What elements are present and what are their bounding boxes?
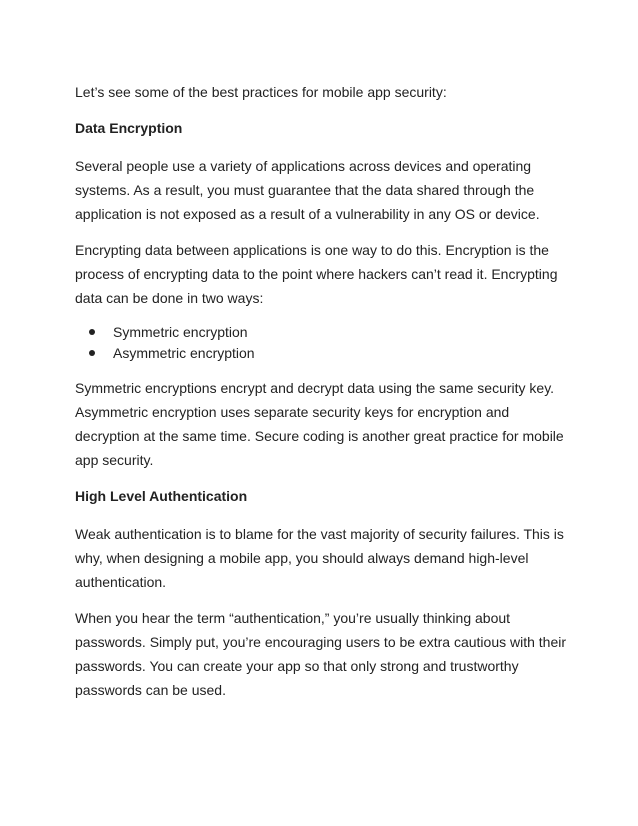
section-heading-data-encryption: Data Encryption [75,120,183,136]
paragraph: When you hear the term “authentication,” you’re usually thinking about passwords. Simply put, you’re encouraging users to be extra cautious with their passwords. You can create your app so that only strong and trustworthy passwords can be used. [75,610,567,698]
section-heading-high-level-authentication: High Level Authentication [75,488,248,504]
bullet-list [75,322,575,364]
bullet-icon [89,350,95,356]
list-item [89,322,575,343]
list-item-text: Symmetric encryption [113,324,248,340]
bullet-icon [89,329,95,335]
paragraph: Several people use a variety of applications across devices and operating systems. As a result, you must guarantee that the data shared through the application is not exposed as a result of a vulnerability in any OS or device. [75,158,540,222]
paragraph: Symmetric encryptions encrypt and decrypt data using the same security key. Asymmetric encryption uses separate security keys for encryption and decryption at the same time. Secure coding is another great practice for mobile app security. [75,380,564,468]
intro-paragraph: Let’s see some of the best practices for mobile app security: [75,84,447,100]
list-item-text: Asymmetric encryption [113,345,255,361]
document-body [75,80,575,714]
paragraph: Weak authentication is to blame for the vast majority of security failures. This is why, when designing a mobile app, you should always demand high-level authentication. [75,526,564,590]
list-item [89,343,575,364]
paragraph: Encrypting data between applications is one way to do this. Encryption is the process of encrypting data to the point where hackers can’t read it. Encrypting data can be done in two ways: [75,242,558,306]
